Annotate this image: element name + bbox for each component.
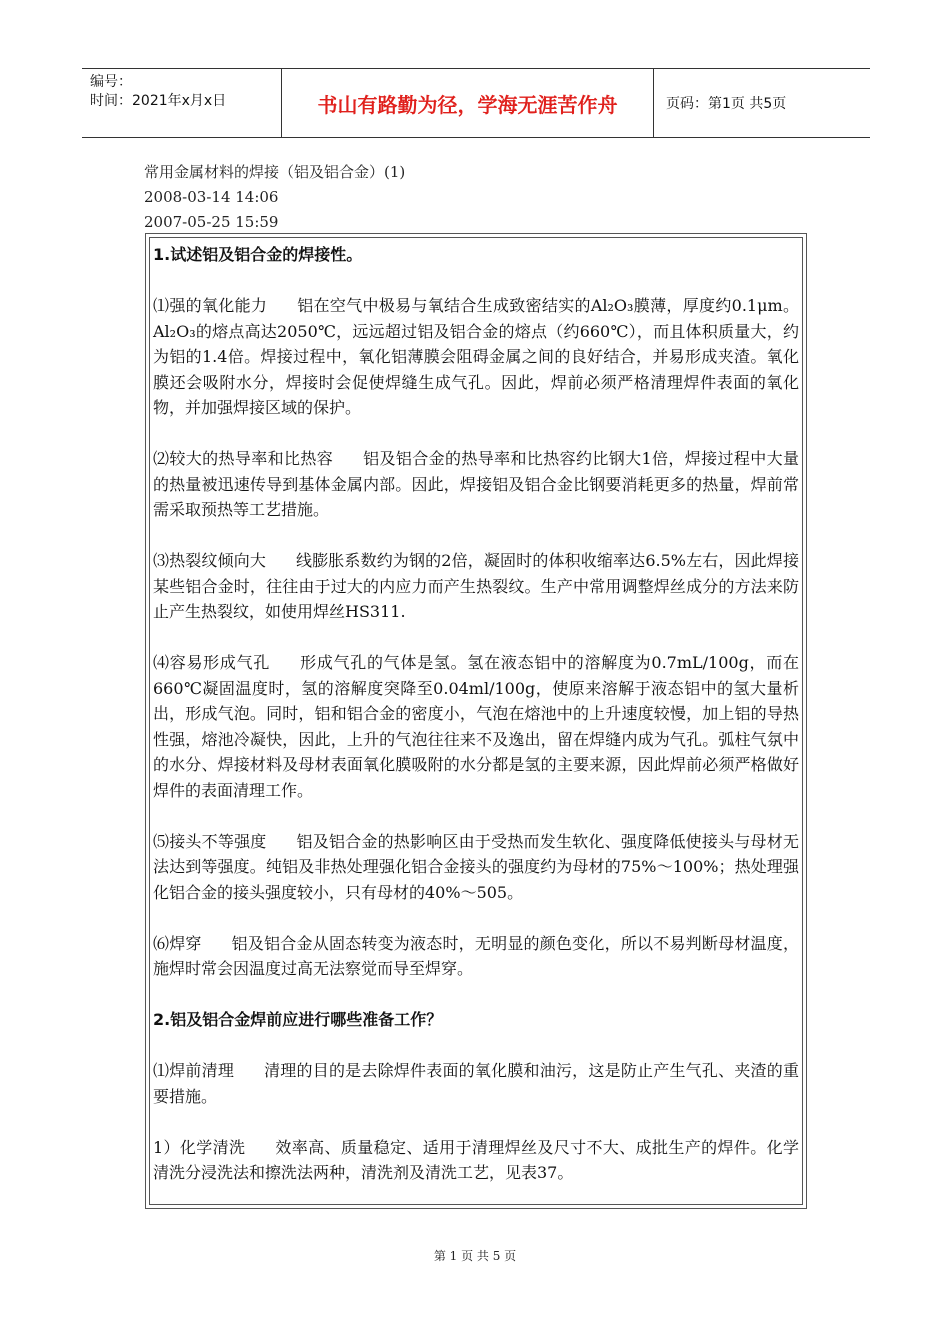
paragraph-7-text: 清理的目的是去除焊件表面的氧化膜和油污，这是防止产生气孔、夹渣的重要措施。 [153,1061,799,1106]
article-meta [144,160,405,235]
paragraph-5-text: 铝及铝合金的热影响区由于受热而发生软化、强度降低使接头与母材无法达到等强度。纯铝及非热处理强化铝合金接头的强度约为母材的75%～100%；热处理强化铝合金的接头强度较小，只有母材的40%～505。 [153,831,799,902]
paragraph-2-text: 铝及铝合金的热导率和比热容约比钢大1倍，焊接过程中大量的热量被迅速传导到基体金属内部。因此，焊接铝及铝合金比钢要消耗更多的热量，焊前常需采取预热等工艺措施。 [153,449,799,519]
paragraph-1 [153,293,799,421]
paragraph-3 [153,548,799,625]
paragraph-3-text: 线膨胀系数约为钢的2倍，凝固时的体积收缩率达6.5%左右，因此焊接某些铝合金时，往往由于过大的内应力而产生热裂纹。生产中常用调整焊丝成分的方法来防止产生热裂纹，如使用焊丝HS311. [153,551,799,621]
paragraph-8 [153,1135,799,1186]
article-date-1: 2008-03-14 14:06 [144,188,279,206]
header-info [82,69,282,137]
header-motto: 书山有路勤为径，学海无涯苦作舟 [282,69,654,137]
paragraph-2 [153,446,799,523]
paragraph-8-text: 效率高、质量稳定、适用于清理焊丝及尺寸不大、成批生产的焊件。化学清洗分浸洗法和擦洗法两种，清洗剂及清洗工艺，见表37。 [153,1137,799,1182]
paragraph-3-label: ⑶热裂纹倾向大 [153,551,266,570]
paragraph-5 [153,829,799,906]
article-title: 常用金属材料的焊接（铝及铝合金）(1) [144,163,406,181]
paragraph-1-text: 铝在空气中极易与氧结合生成致密结实的Al₂O₃膜薄，厚度约0.1μm。Al₂O₃的熔点高达2050℃，远远超过铝及铝合金的熔点（约660℃），而且体积质量大，约为铝的1.4倍。焊接过程中，氧化铝薄膜会阻碍金属之间的良好结合，并易形成夹渣。氧化膜还会吸附水分，焊接时会促使焊缝生成气孔。因此，焊前必须严格清理焊件表面的氧化物，并加强焊接区域的保护。 [153,296,799,417]
paragraph-1-label: ⑴强的氧化能力 [153,296,268,315]
number-label: 编号： [90,74,132,90]
page-footer: 第 1 页 共 5 页 [433,1249,517,1263]
paragraph-2-label: ⑵较大的热导率和比热容 [153,449,334,468]
article-date-2: 2007-05-25 15:59 [144,213,279,231]
content-box [145,233,807,1209]
paragraph-6 [153,931,799,982]
header-page-info: 页码：第1页 共5页 [666,96,787,112]
paragraph-5-label: ⑸接头不等强度 [153,831,267,851]
paragraph-7 [153,1058,799,1109]
question-1: 1.试述铝及铝合金的焊接性。 [153,245,363,264]
paragraph-4 [153,650,799,803]
paragraph-4-label: ⑷容易形成气孔 [153,653,271,672]
paragraph-6-label: ⑹焊穿 [153,933,202,953]
paragraph-7-label: ⑴焊前清理 [153,1061,235,1080]
time-label: 时间：2021年x月x日 [90,93,227,109]
content-inner [149,237,803,1205]
paragraph-6-text: 铝及铝合金从固态转变为液态时，无明显的颜色变化，所以不易判断母材温度，施焊时常会因温度过高无法察觉而导至焊穿。 [153,933,799,978]
paragraph-8-label: 1）化学清洗 [153,1137,246,1157]
paragraph-4-text: 形成气孔的气体是氢。氢在液态铝中的溶解度为0.7mL/100g，而在660℃凝固温度时，氢的溶解度突降至0.04ml/100g，使原来溶解于液态铝中的氢大量析出，形成气泡。同时，铝和铝合金的密度小，气泡在熔池中的上升速度较慢，加上铝的导热性强，熔池冷凝快，因此，上升的气泡往往来不及逸出，留在焊缝内成为气孔。弧柱气氛中的水分、焊接材料及母材表面氧化膜吸附的水分都是氢的主要来源，因此焊前必须严格做好焊件的表面清理工作。 [153,653,799,800]
page-header [82,68,870,138]
question-2: 2.铝及铝合金焊前应进行哪些准备工作？ [153,1010,443,1029]
